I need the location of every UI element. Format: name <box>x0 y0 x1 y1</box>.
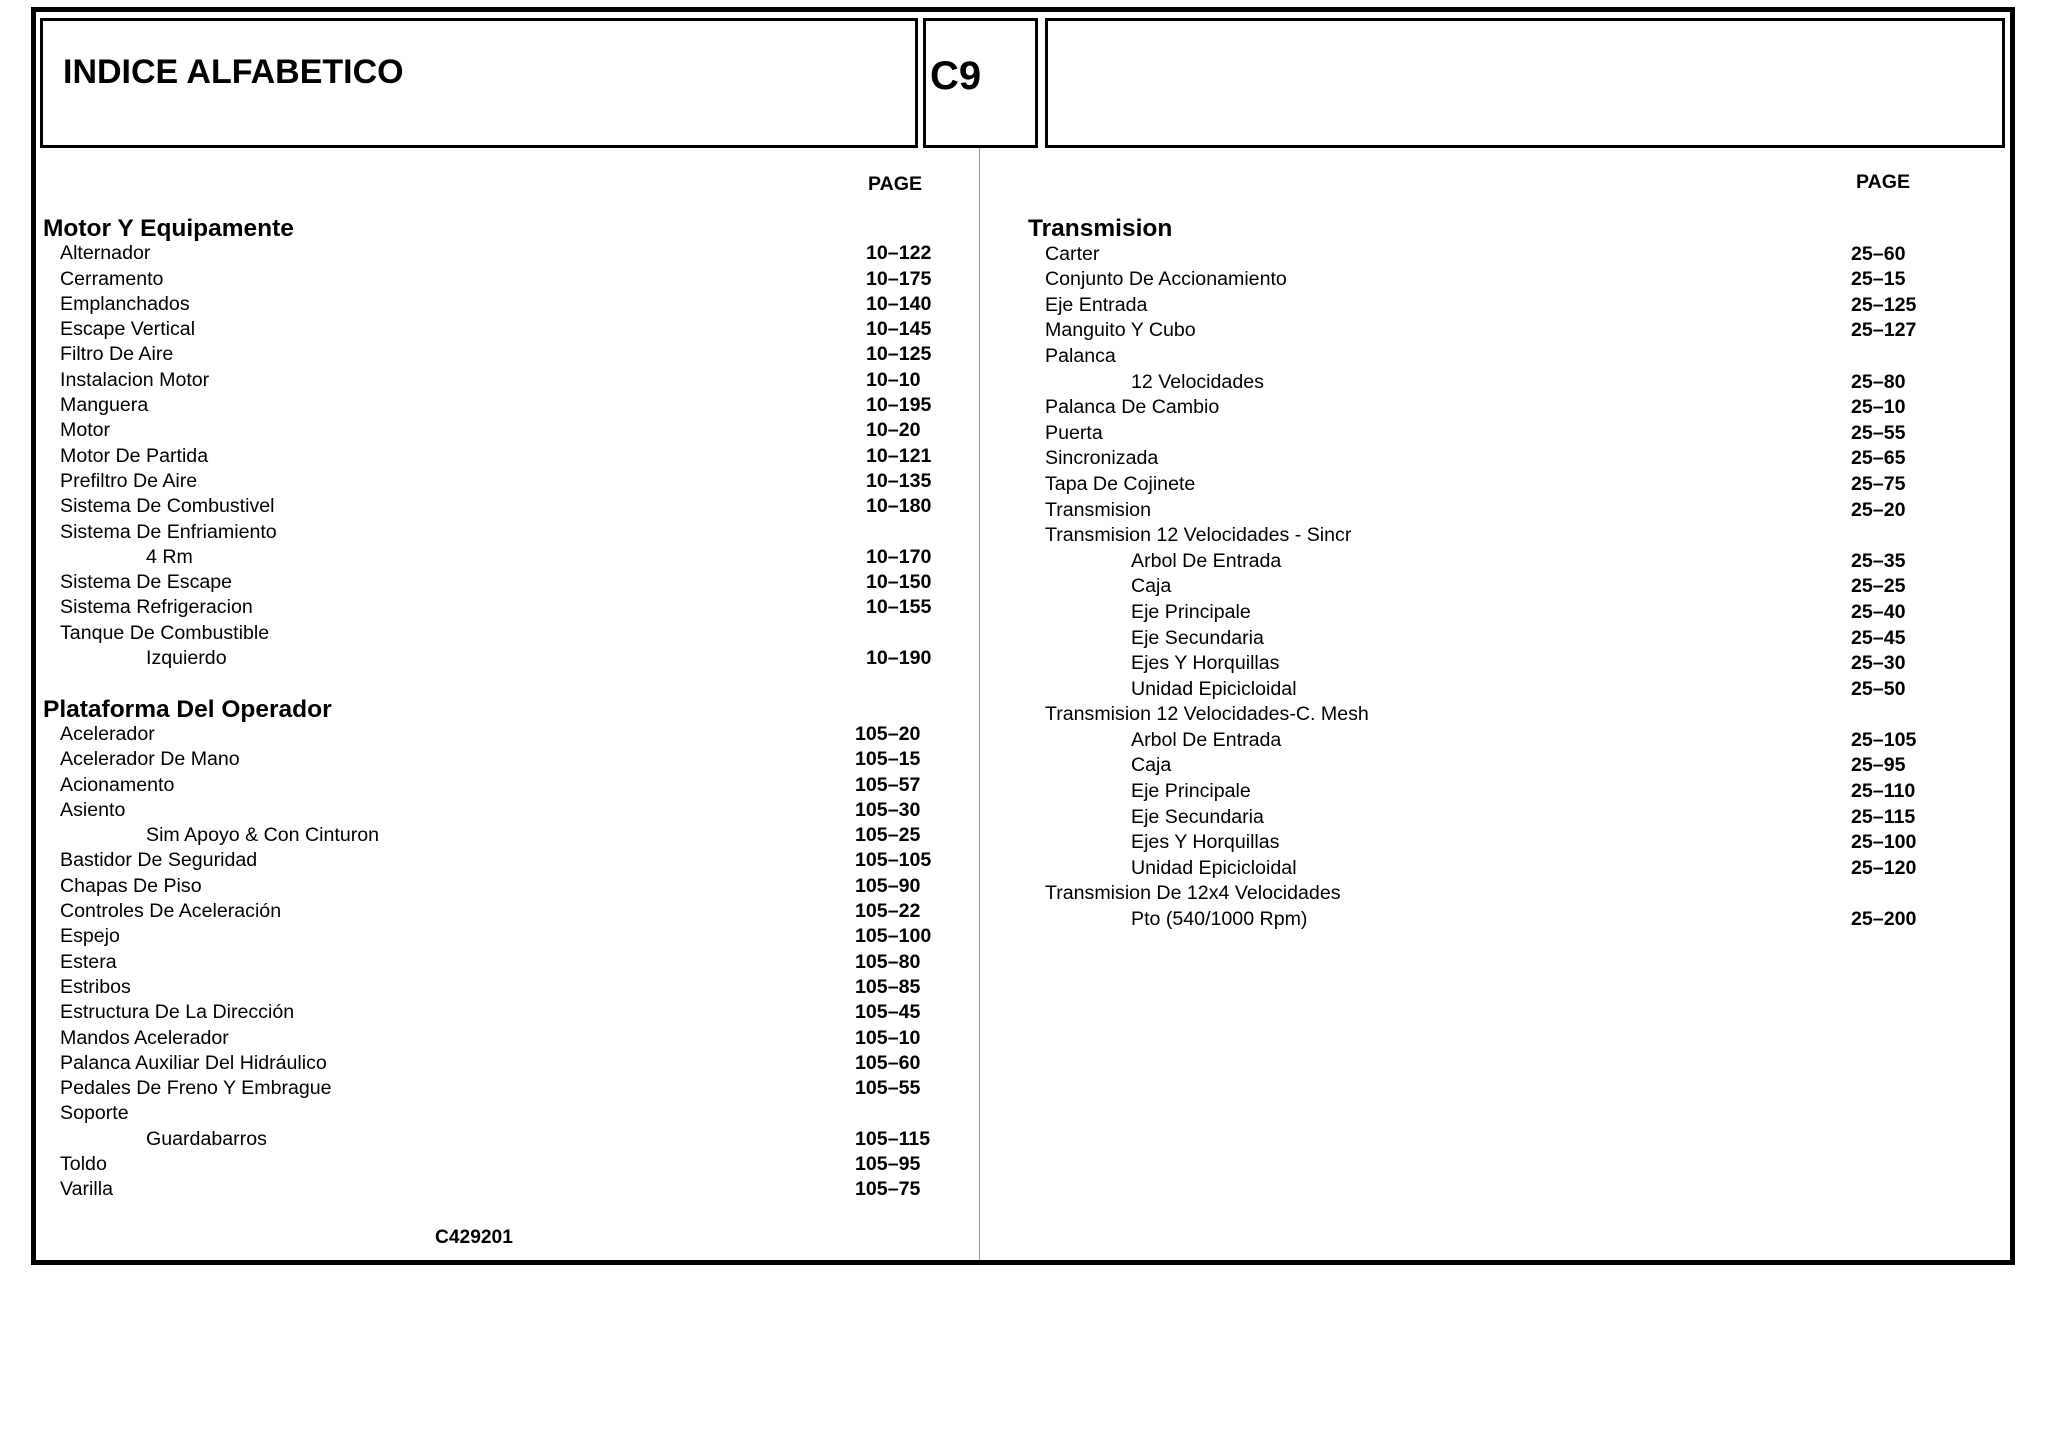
index-subentry <box>981 370 2009 396</box>
entry-label: Palanca Auxiliar Del Hidráulico <box>60 1051 327 1074</box>
entry-page-ref: 25–65 <box>1851 447 1906 470</box>
entry-page-ref: 25–35 <box>1851 549 1906 572</box>
entry-page-ref: 105–75 <box>855 1178 921 1201</box>
index-subentry <box>33 545 979 570</box>
index-section-heading: Transmision <box>1028 215 1173 242</box>
subentry-label: Eje Principale <box>1131 600 1251 623</box>
entry-label: Sistema Refrigeracion <box>60 596 253 619</box>
entry-label: Escape Vertical <box>60 318 196 341</box>
entry-page-ref: 25–45 <box>1851 626 1906 649</box>
entry-page-ref: 10–175 <box>866 267 932 290</box>
entry-label: Espejo <box>60 925 120 948</box>
index-subentry <box>981 651 2009 677</box>
entry-page-ref: 105–85 <box>855 975 921 998</box>
entry-page-ref: 25–105 <box>1851 728 1917 751</box>
subentry-label: Caja <box>1131 754 1172 777</box>
subentry-label: Arbol De Entrada <box>1131 549 1282 572</box>
entry-label: Palanca <box>1045 344 1116 367</box>
entry-page-ref: 105–57 <box>855 773 921 796</box>
subentry-label: Pto (540/1000 Rpm) <box>1131 908 1308 931</box>
entry-label: Controles De Aceleración <box>60 900 282 923</box>
index-entry <box>33 1076 979 1101</box>
entry-page-ref: 105–95 <box>855 1152 921 1175</box>
index-entry <box>33 798 979 823</box>
entry-label: Asiento <box>60 798 126 821</box>
index-entry <box>33 317 979 342</box>
entry-label: Conjunto De Accionamiento <box>1045 268 1287 291</box>
entry-label: Acelerador <box>60 722 155 745</box>
index-entry <box>33 1051 979 1076</box>
entry-page-ref: 25–100 <box>1851 831 1917 854</box>
index-entry <box>33 418 979 443</box>
section-code: C9 <box>930 54 982 98</box>
entry-page-ref: 25–127 <box>1851 319 1917 342</box>
index-subentry <box>981 549 2009 575</box>
entry-label: Motor De Partida <box>60 444 209 467</box>
entry-page-ref: 10–135 <box>866 469 932 492</box>
index-entry <box>981 498 2009 524</box>
subentry-label: Ejes Y Horquillas <box>1131 831 1280 854</box>
index-entry <box>33 1026 979 1051</box>
title-box <box>40 18 918 148</box>
index-entry <box>33 722 979 747</box>
subentry-label: 12 Velocidades <box>1131 370 1264 393</box>
index-subentry <box>981 728 2009 754</box>
index-entry <box>981 293 2009 319</box>
entry-page-ref: 105–105 <box>855 849 932 872</box>
index-entry <box>33 747 979 772</box>
illustration-code: C429201 <box>435 1227 513 1248</box>
index-entry <box>33 444 979 469</box>
entry-page-ref: 105–15 <box>855 748 921 771</box>
entry-page-ref: 25–75 <box>1851 472 1906 495</box>
entry-label: Acelerador De Mano <box>60 748 240 771</box>
index-entry <box>33 848 979 873</box>
index-entry <box>33 595 979 620</box>
entry-page-ref: 25–20 <box>1851 498 1906 521</box>
index-subentry <box>981 805 2009 831</box>
index-section <box>33 697 979 1203</box>
entry-page-ref: 25–50 <box>1851 677 1906 700</box>
index-entry <box>33 1101 979 1126</box>
index-section-heading: Motor Y Equipamente <box>43 215 294 242</box>
entry-label: Manguito Y Cubo <box>1045 319 1196 342</box>
index-subentry <box>981 830 2009 856</box>
index-subentry <box>981 907 2009 933</box>
entry-label: Estribos <box>60 975 131 998</box>
entry-page-ref: 25–55 <box>1851 421 1906 444</box>
entry-page-ref: 105–100 <box>855 925 932 948</box>
entry-label: Cerramento <box>60 267 164 290</box>
index-subentry <box>981 779 2009 805</box>
entry-label: Eje Entrada <box>1045 293 1148 316</box>
entry-page-ref: 10–150 <box>866 571 932 594</box>
index-entry <box>33 773 979 798</box>
entry-label: Transmision 12 Velocidades-C. Mesh <box>1045 703 1369 726</box>
entry-page-ref: 105–30 <box>855 798 921 821</box>
entry-label: Filtro De Aire <box>60 343 174 366</box>
index-column-right <box>981 216 2009 933</box>
subentry-label: 4 Rm <box>146 545 193 568</box>
index-entry <box>981 267 2009 293</box>
entry-page-ref: 10–140 <box>866 292 932 315</box>
entry-page-ref: 25–95 <box>1851 754 1906 777</box>
index-entry <box>981 344 2009 370</box>
subentry-label: Ejes Y Horquillas <box>1131 652 1280 675</box>
entry-page-ref: 10–10 <box>866 368 921 391</box>
entry-label: Sistema De Enfriamiento <box>60 520 277 543</box>
entry-label: Estera <box>60 950 117 973</box>
entry-label: Motor <box>60 419 111 442</box>
entry-page-ref: 10–155 <box>866 596 932 619</box>
index-entry <box>981 395 2009 421</box>
entry-label: Transmision <box>1045 498 1151 521</box>
entry-page-ref: 105–115 <box>855 1127 931 1150</box>
index-entry <box>981 472 2009 498</box>
entry-page-ref: 25–120 <box>1851 856 1917 879</box>
entry-page-ref: 105–90 <box>855 874 921 897</box>
entry-page-ref: 10–121 <box>866 444 932 467</box>
index-entry <box>33 1152 979 1177</box>
index-entry <box>33 342 979 367</box>
entry-page-ref: 105–60 <box>855 1051 921 1074</box>
entry-page-ref: 25–15 <box>1851 268 1906 291</box>
index-section <box>981 216 2009 933</box>
subentry-label: Eje Secundaria <box>1131 805 1264 828</box>
index-entry <box>33 570 979 595</box>
entry-label: Chapas De Piso <box>60 874 202 897</box>
entry-label: Toldo <box>60 1152 107 1175</box>
page-title: INDICE ALFABETICO <box>63 53 404 91</box>
entry-label: Tanque De Combustible <box>60 621 270 644</box>
index-entry <box>33 1177 979 1202</box>
entry-page-ref: 105–10 <box>855 1026 921 1049</box>
entry-label: Emplanchados <box>60 292 190 315</box>
index-section-heading: Plataforma Del Operador <box>43 695 332 723</box>
entry-label: Instalacion Motor <box>60 368 210 391</box>
entry-label: Tapa De Cojinete <box>1045 472 1196 495</box>
section-code-box <box>923 18 1038 148</box>
entry-label: Prefiltro De Aire <box>60 469 198 492</box>
entry-page-ref: 105–25 <box>855 824 921 847</box>
subentry-label: Eje Principale <box>1131 780 1251 803</box>
index-entry <box>981 446 2009 472</box>
column-divider <box>979 148 980 1260</box>
entry-label: Varilla <box>60 1178 113 1201</box>
index-subentry <box>981 626 2009 652</box>
subentry-label: Unidad Epicicloidal <box>1131 856 1297 879</box>
index-subentry <box>981 677 2009 703</box>
entry-page-ref: 10–190 <box>866 647 932 670</box>
entry-page-ref: 25–40 <box>1851 600 1906 623</box>
page-column-header: PAGE <box>1856 171 1911 193</box>
index-entry <box>33 368 979 393</box>
page-column-header: PAGE <box>868 173 923 195</box>
entry-label: Sistema De Combustivel <box>60 495 275 518</box>
entry-page-ref: 10–170 <box>866 545 932 568</box>
index-entry <box>33 393 979 418</box>
index-entry <box>981 242 2009 268</box>
index-entry <box>981 523 2009 549</box>
entry-page-ref: 25–80 <box>1851 370 1906 393</box>
index-entry <box>981 318 2009 344</box>
index-subentry <box>981 600 2009 626</box>
index-entry <box>981 702 2009 728</box>
entry-label: Transmision De 12x4 Velocidades <box>1045 882 1341 905</box>
entry-page-ref: 25–10 <box>1851 396 1906 419</box>
entry-page-ref: 10–125 <box>866 343 932 366</box>
entry-page-ref: 25–30 <box>1851 652 1906 675</box>
entry-page-ref: 105–22 <box>855 900 921 923</box>
entry-page-ref: 105–80 <box>855 950 921 973</box>
index-subentry <box>981 856 2009 882</box>
entry-page-ref: 10–20 <box>866 419 921 442</box>
index-entry <box>33 975 979 1000</box>
index-subentry <box>33 823 979 848</box>
index-entry <box>33 950 979 975</box>
entry-page-ref: 105–55 <box>855 1077 921 1100</box>
subentry-label: Izquierdo <box>146 647 227 670</box>
entry-label: Manguera <box>60 394 149 417</box>
subentry-label: Sim Apoyo & Con Cinturon <box>146 824 380 847</box>
entry-page-ref: 10–195 <box>866 394 932 417</box>
entry-label: Puerta <box>1045 421 1103 444</box>
entry-label: Sincronizada <box>1045 447 1159 470</box>
entry-page-ref: 25–110 <box>1851 780 1916 803</box>
index-entry <box>33 520 979 545</box>
index-entry <box>981 421 2009 447</box>
index-section <box>33 216 979 671</box>
index-subentry <box>981 574 2009 600</box>
header-blank-box <box>1045 18 2005 148</box>
index-entry <box>33 924 979 949</box>
entry-label: Mandos Acelerador <box>60 1026 229 1049</box>
index-entry <box>33 494 979 519</box>
index-entry <box>33 874 979 899</box>
entry-label: Bastidor De Seguridad <box>60 849 258 872</box>
index-entry <box>33 621 979 646</box>
entry-label: Estructura De La Dirección <box>60 1001 295 1024</box>
subentry-label: Unidad Epicicloidal <box>1131 677 1297 700</box>
entry-label: Acionamento <box>60 773 175 796</box>
index-entry <box>33 292 979 317</box>
entry-page-ref: 25–115 <box>1851 805 1916 828</box>
entry-label: Soporte <box>60 1102 129 1125</box>
index-entry <box>33 1000 979 1025</box>
entry-page-ref: 105–20 <box>855 722 921 745</box>
subentry-label: Guardabarros <box>146 1127 267 1150</box>
entry-label: Palanca De Cambio <box>1045 396 1220 419</box>
entry-label: Carter <box>1045 242 1100 265</box>
entry-page-ref: 10–145 <box>866 318 932 341</box>
index-subentry <box>33 646 979 671</box>
index-subentry <box>33 1127 979 1152</box>
entry-page-ref: 25–60 <box>1851 242 1906 265</box>
index-entry <box>33 267 979 292</box>
entry-page-ref: 105–45 <box>855 1001 921 1024</box>
entry-label: Pedales De Freno Y Embrague <box>60 1077 332 1100</box>
entry-label: Alternador <box>60 242 151 265</box>
index-entry <box>981 881 2009 907</box>
entry-page-ref: 10–122 <box>866 242 932 265</box>
entry-label: Sistema De Escape <box>60 571 233 594</box>
subentry-label: Caja <box>1131 575 1172 598</box>
index-entry <box>33 899 979 924</box>
index-subentry <box>981 753 2009 779</box>
entry-page-ref: 25–200 <box>1851 908 1917 931</box>
entry-label: Transmision 12 Velocidades - Sincr <box>1045 524 1352 547</box>
subentry-label: Eje Secundaria <box>1131 626 1264 649</box>
index-column-left <box>33 216 979 1203</box>
index-entry <box>33 241 979 266</box>
entry-page-ref: 25–125 <box>1851 293 1917 316</box>
index-entry <box>33 469 979 494</box>
subentry-label: Arbol De Entrada <box>1131 728 1282 751</box>
entry-page-ref: 10–180 <box>866 495 932 518</box>
entry-page-ref: 25–25 <box>1851 575 1906 598</box>
